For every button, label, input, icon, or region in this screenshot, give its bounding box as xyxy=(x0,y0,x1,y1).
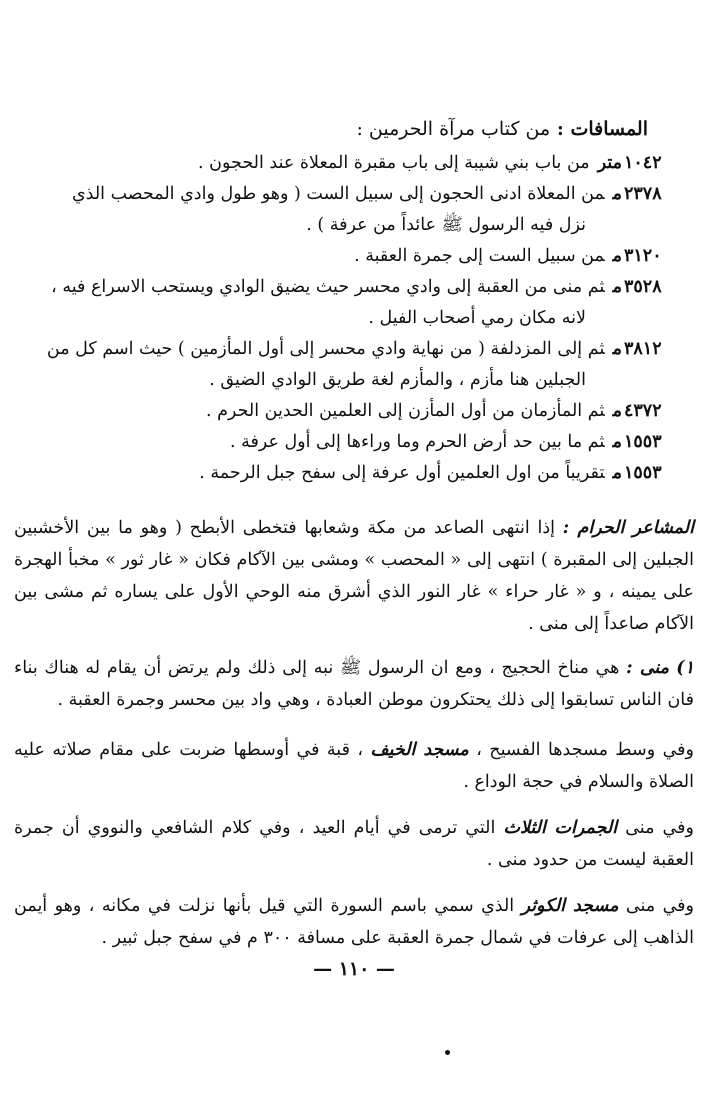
distance-text xyxy=(14,272,622,303)
distance-line: ثم ما بين حد أرض الحرم وما وراءها إلى أول عرفة . xyxy=(229,432,605,452)
distance-line: من المعلاة ادنى الحجون إلى سبيل الست ( وهو طول وادي المحصب الذي xyxy=(71,184,605,204)
distance-text-continued xyxy=(14,303,622,334)
distance-number: ٣١٢٠ xyxy=(624,246,662,266)
jamarat-text: التي ترمى في أيام العيد ، وفي كلام الشافعي والنووي أن جمرة العقبة ليست من حدود منى . xyxy=(14,818,694,870)
distance-text xyxy=(14,427,622,458)
distance-text xyxy=(14,241,622,272)
jamarat-prefix: وفي منى xyxy=(625,818,694,838)
distance-unit: م xyxy=(612,463,622,483)
distance-row xyxy=(14,241,694,272)
distance-number: ٣٥٢٨ xyxy=(624,277,662,297)
distance-unit: م xyxy=(612,432,622,452)
distance-line: ثم منى من العقبة إلى وادي محسر حيث يضيق الوادي ويستحب الاسراع فيه ، xyxy=(51,277,605,297)
distance-number: ٤٣٧٢ xyxy=(624,401,662,421)
khaif-text: ، قبة في أوسطها ضربت على مقام صلاته عليه الصلاة والسلام في حجة الوداع . xyxy=(14,740,694,792)
distance-text xyxy=(14,179,622,210)
distance-text-continued xyxy=(14,365,622,396)
distance-line: نزل فيه الرسول ﷺ عائداً من عرفة ) . xyxy=(306,215,586,235)
distance-row xyxy=(14,458,694,489)
jamarat-paragraph xyxy=(14,812,694,876)
distance-number: ١٥٥٣ xyxy=(624,432,662,452)
distance-text xyxy=(14,396,622,427)
mina-text: هي مناخ الحجيج ، ومع ان الرسول ﷺ نبه إلى ذلك ولم يرتض أن يقام له هناك بناء فان الناس تسابقوا إلى ذلك يحتكرون موطن العبادة ، وهي واد بين محسر وجمرة العقبة . xyxy=(14,658,694,710)
khaif-label: مسجد الخيف xyxy=(370,740,469,760)
mina-paragraph xyxy=(14,652,694,716)
distance-text-continued xyxy=(14,210,622,241)
distance-row xyxy=(14,427,694,458)
distance-text xyxy=(14,458,622,489)
distance-line: لانه مكان رمي أصحاب الفيل . xyxy=(368,308,586,328)
distances-heading xyxy=(356,118,648,140)
jamarat-label: الجمرات الثلاث xyxy=(503,818,618,838)
distance-number: ١٥٥٣ xyxy=(624,463,662,483)
kawthar-paragraph xyxy=(14,890,694,954)
distance-unit: م xyxy=(612,401,622,421)
ink-dot xyxy=(445,1050,450,1055)
distance-unit: م xyxy=(612,246,622,266)
distance-unit: م xyxy=(612,339,622,359)
distances-source: من كتاب مرآة الحرمين : xyxy=(356,118,551,140)
distance-line: الجبلين هنا مأزم ، والمأزم لغة طريق الوادي الضيق . xyxy=(209,370,586,390)
distance-unit: متر xyxy=(597,153,622,173)
distance-row xyxy=(14,334,694,396)
distance-number: ١٠٤٢ xyxy=(624,153,662,173)
distance-unit: م xyxy=(612,277,622,297)
mina-label: ١) منى : xyxy=(626,658,694,678)
distance-line: ثم إلى المزدلفة ( من نهاية وادي محسر إلى أول المأزمين ) حيث اسم كل من xyxy=(46,339,605,359)
distance-text xyxy=(14,334,622,365)
distance-row xyxy=(14,396,694,427)
kawthar-prefix: وفي منى xyxy=(625,896,694,916)
kawthar-label: مسجد الكوثر xyxy=(521,896,619,916)
mashaer-paragraph xyxy=(14,512,694,640)
distance-line: من سبيل الست إلى جمرة العقبة . xyxy=(354,246,605,266)
distance-row xyxy=(14,179,694,241)
mashaer-label: المشاعر الحرام : xyxy=(562,518,694,538)
distances-list xyxy=(14,148,694,489)
distance-text xyxy=(14,148,622,179)
distance-line: ثم المأزمان من أول المأزن إلى العلمين الحدين الحرم . xyxy=(205,401,605,421)
distance-unit: م xyxy=(612,184,622,204)
distance-number: ٢٣٧٨ xyxy=(624,184,662,204)
page-number: — ١١٠ — xyxy=(313,958,395,980)
distance-line: تقريباً من اول العلمين أول عرفة إلى سفح جبل الرحمة . xyxy=(199,463,605,483)
mashaer-text: إذا انتهى الصاعد من مكة وشعابها فتخطى الأبطح ( وهو ما بين الأخشبين الجبلين إلى المقبرة ) انتهى إلى « المحصب » ومشى بين الآكام فكان « غار ثور » مخبأ الهجرة على يمينه ، و « غار حراء » غار النور الذي أشرق منه الوحي الأول على يساره ثم مشى بين الآكام صاعداً إلى منى . xyxy=(14,518,694,634)
distance-row xyxy=(14,272,694,334)
distance-number: ٣٨١٢ xyxy=(624,339,662,359)
distance-line: من باب بني شيبة إلى باب مقبرة المعلاة عند الحجون . xyxy=(198,153,590,173)
khaif-prefix: وفي وسط مسجدها الفسيح ، xyxy=(476,740,694,760)
khaif-paragraph xyxy=(14,734,694,798)
kawthar-text: الذي سمي باسم السورة التي قيل بأنها نزلت في مكانه ، وهو أيمن الذاهب إلى عرفات في شمال جمرة العقبة على مسافة ٣٠٠ م في سفح جبل ثبير . xyxy=(14,896,694,948)
distances-label: المسافات : xyxy=(556,118,648,140)
distance-row xyxy=(14,148,694,179)
